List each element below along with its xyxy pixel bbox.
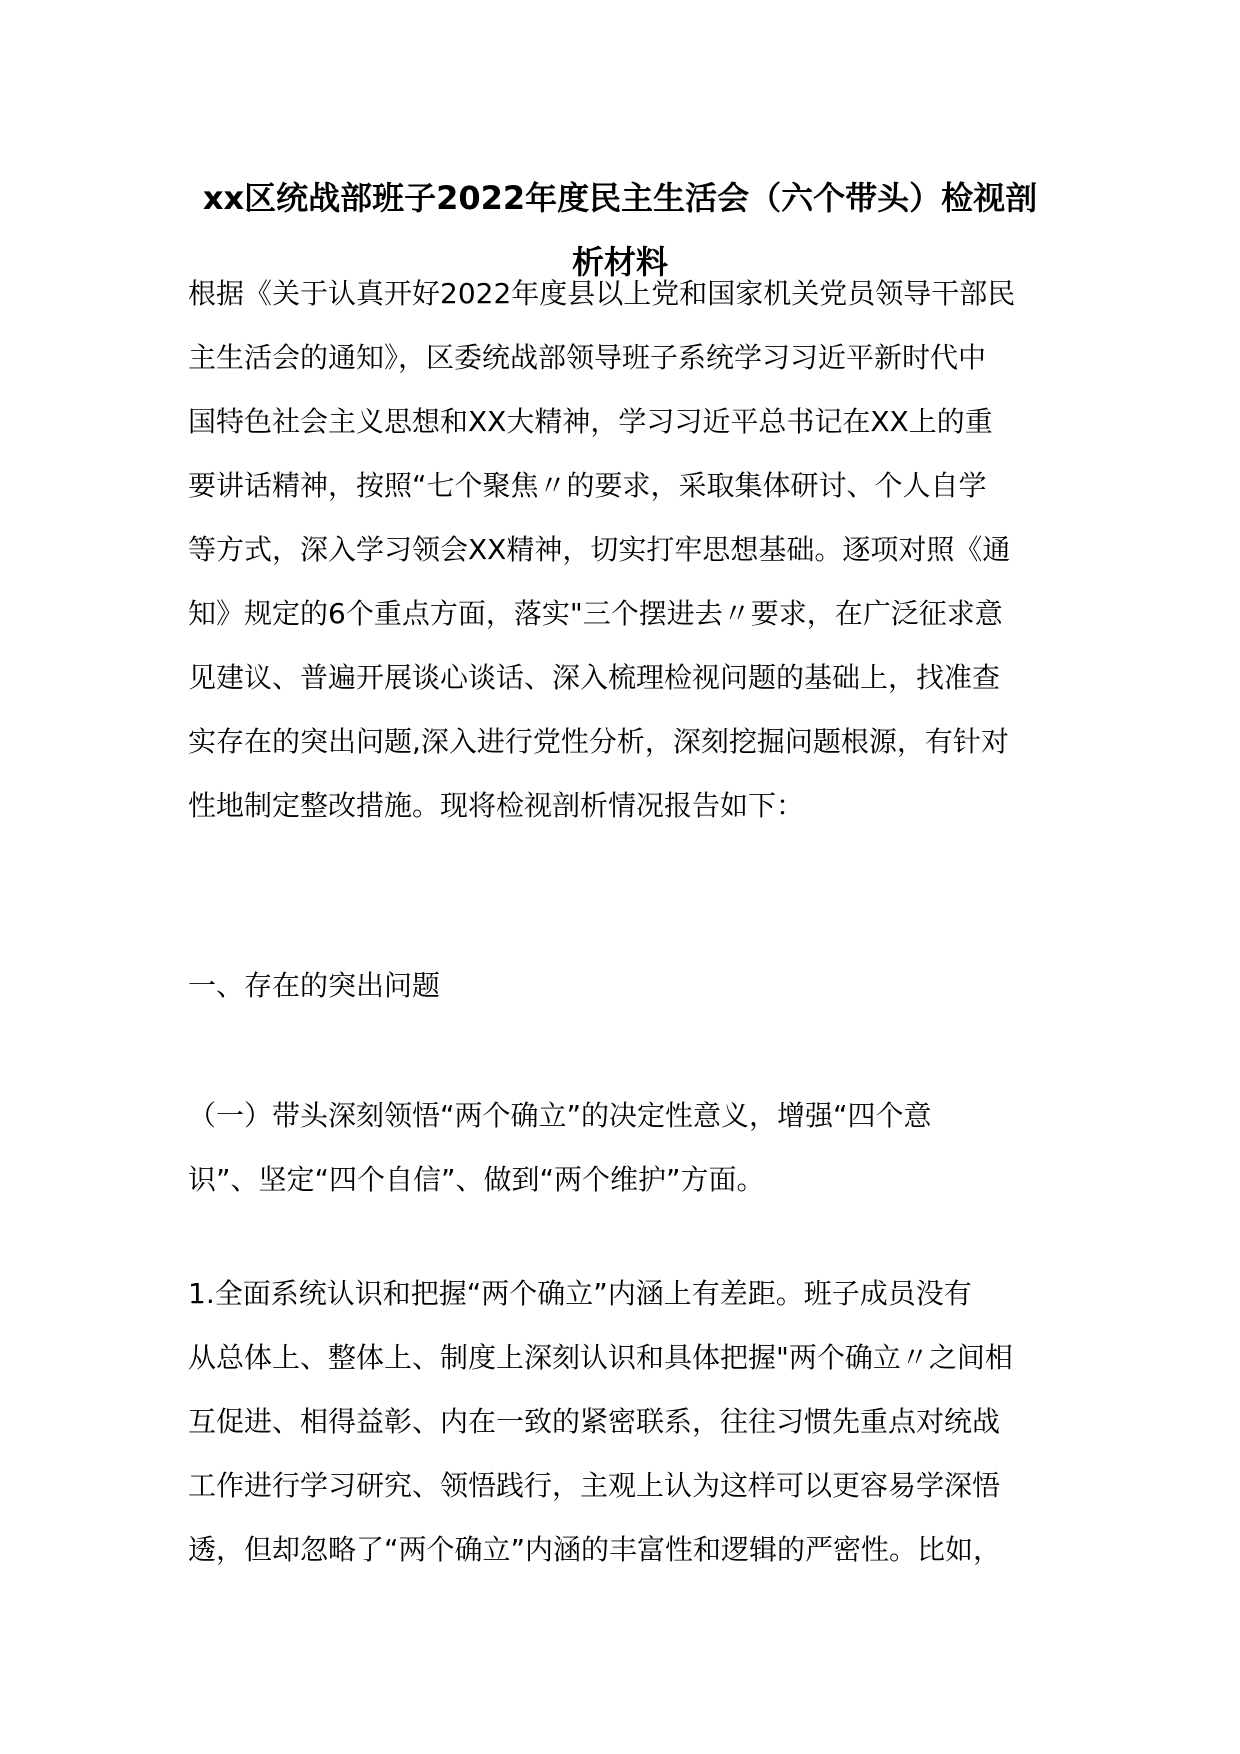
title-line-1: xx区统战部班子2022年度民主生活会（六个带头）检视剖 [202,179,1038,217]
text-line: 主生活会的通知》，区委统战部领导班子系统学习习近平新时代中 [188,341,987,374]
section-heading [188,954,1052,1018]
text-line: 国特色社会主义思想和XX大精神，学习习近平总书记在XX上的重 [188,405,993,438]
text-line: 互促进、相得益彰、内在一致的紧密联系，往往习惯先重点对统战 [188,1405,1001,1438]
text-line: 见建议、普遍开展谈心谈话、深入梳理检视问题的基础上，找准查 [188,661,1001,694]
title-line-2: 析材料 [571,243,668,281]
text-line: 工作进行学习研究、领悟践行，主观上认为这样可以更容易学深悟 [188,1469,1001,1502]
text-line: 要讲话精神，按照“七个聚焦〃的要求，采取集体研讨、个人自学 [188,469,987,502]
text-line: 知》规定的6个重点方面，落实"三个摆进去〃要求，在广泛征求意 [188,597,1003,630]
text-line: （一）带头深刻领悟“两个确立”的决定性意义，增强“四个意 [188,1099,932,1132]
text-line: 透，但却忽略了“两个确立”内涵的丰富性和逻辑的严密性。比如， [188,1533,1002,1566]
text-line: 性地制定整改措施。现将检视剖析情况报告如下： [188,789,805,822]
item-1-paragraph [188,1262,1052,1582]
text-line: 1.全面系统认识和把握“两个确立”内涵上有差距。班子成员没有 [188,1277,972,1310]
section-heading-text: 一、存在的突出问题 [188,969,441,1002]
text-line: 等方式，深入学习领会XX精神，切实打牢思想基础。逐项对照《通 [188,533,1011,566]
text-line: 实存在的突出问题,深入进行党性分析，深刻挖掘问题根源，有针对 [188,725,1009,758]
text-line: 根据《关于认真开好2022年度县以上党和国家机关党员领导干部民 [188,277,1016,310]
subsection-heading [188,1084,1052,1212]
intro-paragraph [188,262,1052,838]
text-line: 从总体上、整体上、制度上深刻认识和具体把握"两个确立〃之间相 [188,1341,1013,1374]
text-line: 识”、坚定“四个自信”、做到“两个维护”方面。 [188,1163,765,1196]
